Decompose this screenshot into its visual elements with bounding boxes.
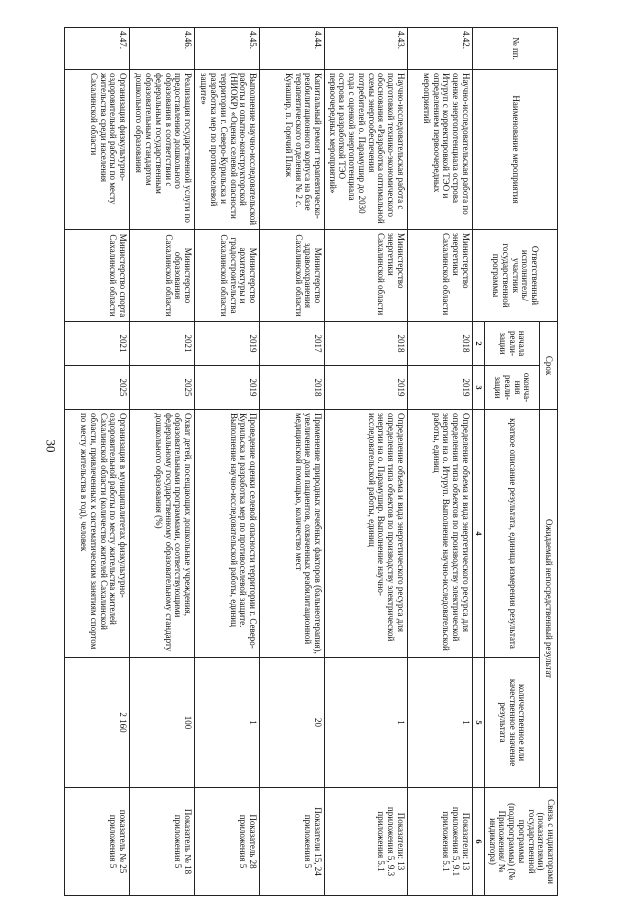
row-start: 2021 [130,322,195,366]
col-number: 4 [472,410,484,658]
row-start: 2017 [260,322,325,366]
row-value: 1 [407,658,472,788]
table-row [195,28,260,896]
col-number: 6 [472,788,484,896]
row-desc: Применение природных лечебных факторов (бальнеотерапия), увеличение доли пациентов, охваченных реабилитационной медицинской помощью, количество мест [260,410,325,658]
row-desc: Определение объема и вида энергетического ресурса для определения типа объектов по производству электрической энергии на о. Парамушир. Выполнение научно-исследовательской работы, единиц [325,410,408,658]
row-executor: Министерство архитектуры и градостроительства Сахалинской области [195,230,260,322]
header-desc: краткое описание результата, единица измерения результата [484,410,539,658]
header-end: оконча-ния реали-зации [484,366,539,410]
row-executor: Министерство энергетики Сахалинской области [407,230,472,322]
row-link: Показатель № 18 приложения 5 [130,788,195,896]
col-number: 5 [472,658,484,788]
row-end: 2025 [65,366,130,410]
header-start: начала реали-зации [484,322,539,366]
row-start: 2019 [195,322,260,366]
row-desc: Охват детей, посещающих дошкольные учреждения, образовательными программами, соответствующими федеральному государственному образовательному стандарту дошкольного образования (%) [130,410,195,658]
row-link: Показатели: 13 приложения 5, 9.1 приложения 5.1 [407,788,472,896]
header-value: количественное или качественное значение результата [484,658,539,788]
row-end: 2019 [407,366,472,410]
header-row-1 [539,28,557,896]
row-desc: Проведение оценки селевой опасности территории г. Северо-Курильска и разработка мер по противоселевой защите. Выполнение научно-исследовательской работы, единиц [195,410,260,658]
row-no: 4.42. [407,28,472,70]
row-desc: Определение объема и вида энергетического ресурса для определения типа объектов по производству электрической энергии на о. Итуруп. Выполнение научно-исследовательской работы, единиц [407,410,472,658]
row-desc: Организация в муниципалитетах физкультурно-оздоровительной работы по месту жительства жителей Сахалинской области (количество жителей Сахалинской области, привлеченных к систематическим занятиям спортом по месту жительства в год), человек [65,410,130,658]
row-end: 2018 [260,366,325,410]
header-term: Срок [539,322,557,410]
row-no: 4.43. [325,28,408,70]
row-no: 4.44. [260,28,325,70]
col-number: 3 [472,366,484,410]
table-row [407,28,472,896]
row-end: 2025 [130,366,195,410]
row-end: 2019 [195,366,260,410]
measures-table [64,27,558,896]
row-executor: Министерство спорта Сахалинской области [65,230,130,322]
table-row [260,28,325,896]
row-name: Реализация государственной услуги по предоставлению дошкольного образования в соответствии с федеральным государственным образовательным стандартом дошкольного образования [130,70,195,230]
header-no: № пп. [472,28,557,70]
row-value: 20 [260,658,325,788]
header-link: Связь с индикаторами (показателями) государственной программы (подпрограммы) (№ Приложения/ № индикатора) [484,788,557,896]
row-link: показатель № 25 приложения 5 [65,788,130,896]
row-no: 4.45. [195,28,260,70]
row-link: Показатели: 13 приложения 5, 9.3 приложения 5.1 [325,788,408,896]
table-row [325,28,408,896]
row-start: 2018 [325,322,408,366]
header-name: Наименование мероприятия [472,70,557,230]
row-value: 2 160 [65,658,130,788]
row-executor: Министерство здравоохранения Сахалинской области [260,230,325,322]
header-executor: Ответственный исполнитель/участник государственной программы [472,230,557,322]
row-executor: Министерство энергетики Сахалинской области [325,230,408,322]
row-value: 1 [325,658,408,788]
row-no: 4.46. [130,28,195,70]
row-name: Организация физкультурно-оздоровительной работы по месту жительства среди населения Сахалинской области [65,70,130,230]
col-number: 2 [472,322,484,366]
row-link: Показатели 15, 24 приложения 5 [260,788,325,896]
page-number: 30 [43,439,59,453]
row-start: 2018 [407,322,472,366]
table-row [130,28,195,896]
row-no: 4.47. [65,28,130,70]
header-expected: Ожидаемый непосредственный результат [539,410,557,788]
row-name: Капитальный ремонт терапевтическо-реабилитационного корпуса на базе терапевтического отделения № 2 с. Кунашир, п. Горячий Пляж [260,70,325,230]
table-row [65,28,130,896]
row-value: 100 [130,658,195,788]
row-executor: Министерство образования Сахалинской области [130,230,195,322]
row-value: 1 [195,658,260,788]
row-name: Научно-исследовательская работа с подготовкой технико-экономического обоснования «Разработка оптимальной схемы энергообеспечения потребителей о. Парамушир до 2030 года с оценкой энергопотенциала острова и разработкой ТЭО первоочередных мероприятий» [325,70,408,230]
row-name: Научно-исследовательская работа по оценке энергопотенциала острова Итуруп с корректировкой ТЭО и определением первоочередных мероприятий [407,70,472,230]
row-start: 2021 [65,322,130,366]
row-end: 2019 [325,366,408,410]
row-name: Выполнение научно-исследовательской работы и опытно-конструкторской (НИОКР) «Оценка селевой опасности территории г. Северо-Курильска и разработка мер по противоселевой защите» [195,70,260,230]
row-link: Показатель 28 приложения 5 [195,788,260,896]
